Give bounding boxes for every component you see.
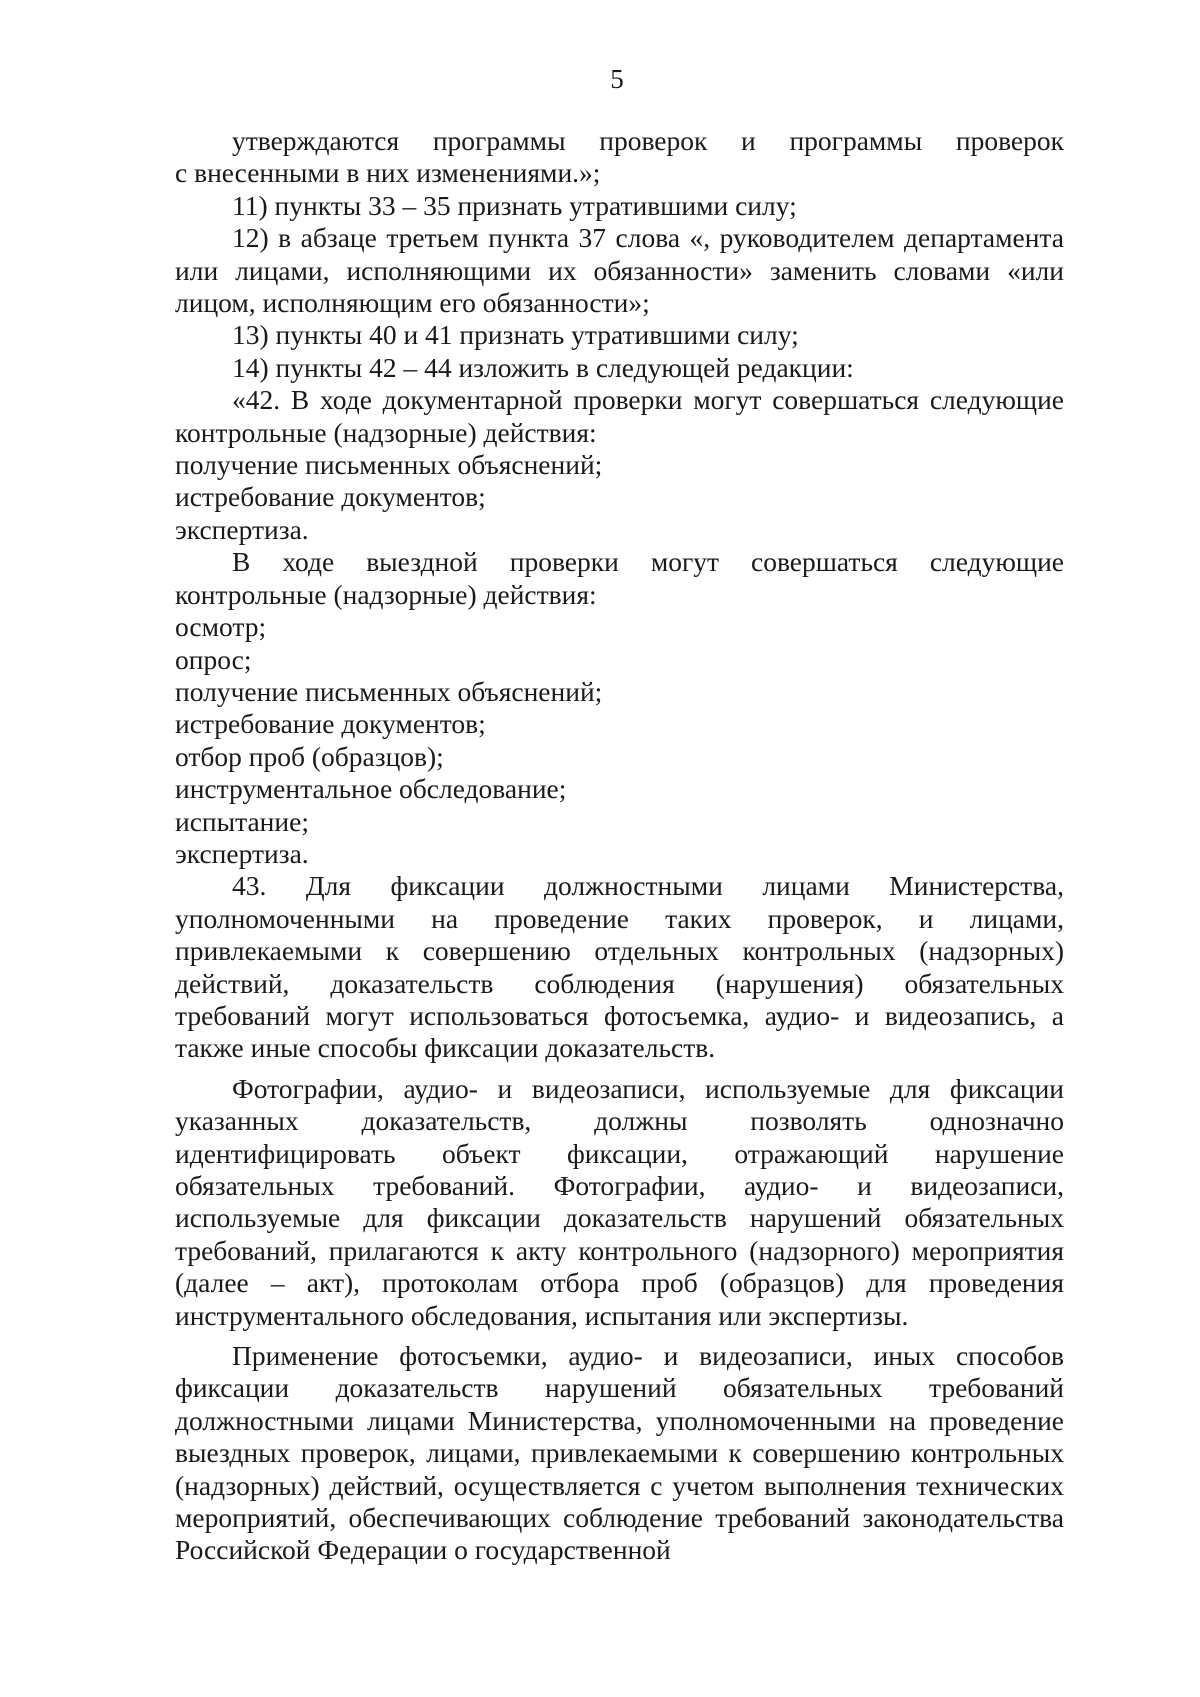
paragraph-item-14: 14) пункты 42 – 44 изложить в следующей редакции:: [232, 351, 854, 383]
paragraph-continuation-line: утверждаются программы проверок и программы проверок: [232, 125, 1064, 156]
paragraph-continuation-end: с внесенными в них изменениями.»;: [175, 157, 601, 189]
paragraph-application: Применение фотосъемки, аудио- и видеозаписи, иных способов фиксации доказательств нарушений обязательных требований должностными лицами Министерства, уполномоченными на проведение выездных проверок, лицами, привлекаемыми к совершению контрольных (надзорных) действий, осуществляется с учетом выполнения технических мероприятий, обеспечивающих соблюдение требований законодательства Российской Федерации о государственной: [175, 1340, 1064, 1566]
list-item: испытание;: [175, 805, 309, 837]
list-item: истребование документов;: [175, 481, 486, 513]
list-item: инструментальное обследование;: [175, 773, 567, 805]
paragraph-photos: Фотографии, аудио- и видеозаписи, используемые для фиксации указанных доказательств, должны позволять однозначно идентифицировать объект фиксации, отражающий нарушение обязательных требований. Фотографии, аудио- и видеозаписи, используемые для фиксации доказательств нарушений обязательных требований, прилагаются к акту контрольного (надзорного) мероприятия (далее – акт), протоколам отбора проб (образцов) для проведения инструментального обследования, испытания или экспертизы.: [175, 1072, 1064, 1331]
list-item: истребование документов;: [175, 708, 486, 740]
list-item: экспертиза.: [175, 513, 309, 545]
list-item: отбор проб (образцов);: [175, 740, 444, 772]
paragraph-item-11: 11) пункты 33 – 35 признать утратившими силу;: [232, 189, 797, 221]
list-item: осмотр;: [175, 611, 267, 643]
page-number: 5: [610, 64, 624, 94]
paragraph-item-12: 12) в абзаце третьем пункта 37 слова «, руководителем департамента или лицами, исполняющими их обязанности» заменить словами «или лицом, исполняющим его обязанности»;: [175, 222, 1064, 319]
paragraph-point-43: 43. Для фиксации должностными лицами Министерства, уполномоченными на проведение таких проверок, и лицами, привлекаемыми к совершению отдельных контрольных (надзорных) действий, доказательств соблюдения (нарушения) обязательных требований могут использоваться фотосъемка, аудио- и видеозапись, а также иные способы фиксации доказательств.: [175, 870, 1064, 1064]
list-item: получение письменных объяснений;: [175, 449, 603, 481]
paragraph-onsite-inspection: В ходе выездной проверки могут совершаться следующие контрольные (надзорные) действия:: [175, 546, 1064, 610]
list-item: опрос;: [175, 643, 252, 675]
list-item: экспертиза.: [175, 837, 309, 869]
list-item: получение письменных объяснений;: [175, 675, 603, 707]
paragraph-item-13: 13) пункты 40 и 41 признать утратившими силу;: [232, 319, 799, 351]
paragraph-point-42: «42. В ходе документарной проверки могут совершаться следующие контрольные (надзорные) действия:: [175, 384, 1064, 448]
document-body: [175, 125, 1064, 1567]
